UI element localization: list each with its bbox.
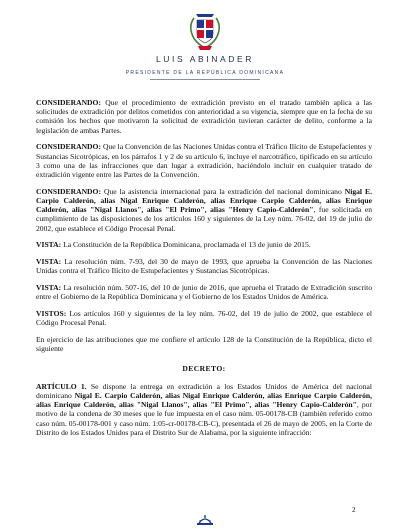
paragraph-text: La resolución núm. 7-93, del 30 de mayo de 1993, que aprueba la Convención de las Naciones Unidas contra el Tráfico Ilícito de Estupefacientes y Sustancias Sicotrópicas. — [36, 257, 372, 276]
decree-heading: DECRETO: — [182, 363, 226, 373]
paragraph-label: ARTÍCULO 1. — [36, 381, 87, 391]
paragraph-label: VISTA: — [36, 283, 62, 293]
paragraph-label: VISTA: — [36, 257, 62, 267]
paragraph-vista-1 — [36, 240, 372, 249]
paragraph-article-1 — [36, 382, 372, 437]
paragraph-vista-3 — [36, 283, 372, 301]
defendant-name: Nigal E. Carpio Calderón, alias Nigal Enrique Calderón, alias Enrique Carpio Calderón, alias Enrique Calderón, alias "Nigal Llanos", alias "El Primo", alias "Henry Capio-Calderón" — [36, 186, 372, 215]
paragraph-text: , por motivo de la condena de 30 meses que le fue impuesta en el caso núm. 05-00178-CB (también referido como caso núm. 05-00178-001 y caso núm. 1:05-cr-00178-CB-C), presentada el 26 de mayo de 2005, en la Corte de Distrito de los Estados Unidos para el Distrito Sur de Alabama, por la siguiente infracción: — [36, 400, 372, 437]
paragraph-vistos — [36, 309, 372, 327]
paragraph-text: Que el procedimiento de extradición previsto en el tratado también aplica a las solicitudes de extradición por delitos cometidos con anterioridad a su vigencia, siempre que en la fecha de su comisión los hechos que motivaron la solicitud de extradición tuvieran carácter de delito, conforme a la legislación de ambas Partes. — [36, 98, 372, 135]
paragraph-label: CONSIDERANDO: — [36, 142, 101, 152]
paragraph-text: La resolución núm. 507-16, del 10 de junio de 2016, que aprueba el Tratado de Extradición suscrito entre el Gobierno de la República Dominicana y el Gobierno de los Estados Unidos de América. — [36, 283, 372, 302]
paragraph-text: Se dispone la entrega en extradición a los Estados Unidos de América del nacional dominicano — [36, 381, 372, 401]
defendant-name: Nigal E. Carpio Calderón, alias Nigal Enrique Calderón, alias Enrique Carpio Calderón, alias Enrique Calderón, alias "Nigal Llanos", alias "El Primo", alias "Henry Capio-Calderón" — [36, 391, 372, 410]
paragraph-text: La Constitución de la República Dominicana, proclamada el 13 de junio de 2015. — [61, 240, 311, 250]
president-name: LUIS ABINADER — [155, 54, 255, 64]
paragraph-considerando-1 — [36, 98, 372, 135]
paragraph-text: Que la Convención de las Naciones Unidas contra el Tráfico Ilícito de Estupefacientes y Sustancias Sicotrópicas, en los párrafos 1 y 2 de su artículo 6, incluye el narcotráfico, tipificado en su artículo 3 como una de las infracciones que dan lugar a extradición, haciéndolo incluir en cualquier tratado de extradición vigente entre las Partes de la Convención. — [36, 142, 372, 180]
page-number: 2 — [352, 506, 356, 514]
paragraph-text: Los artículos 160 y siguientes de la ley núm. 76-02, del 19 de julio de 2002, que establece el Código Procesal Penal. — [36, 309, 372, 328]
paragraph-vista-2 — [36, 257, 372, 275]
document-body — [36, 98, 372, 445]
president-title: PRESIDENTE DE LA REPÚBLICA DOMINICANA — [125, 70, 285, 76]
coat-of-arms-icon — [186, 6, 224, 52]
paragraph-label: VISTA: — [36, 240, 62, 250]
paragraph-text: En ejercicio de las atribuciones que me confiere el artículo 128 de la Constitución de la República, dicto el siguiente — [36, 335, 372, 354]
paragraph-label: VISTOS: — [36, 309, 67, 319]
paragraph-considerando-3 — [36, 187, 372, 233]
paragraph-text: Que la asistencia internacional para la extradición del nacional dominicano — [100, 186, 345, 196]
palace-emblem-icon — [185, 514, 225, 526]
paragraph-attributions — [36, 335, 372, 353]
paragraph-text: , fue solicitada en cumplimiento de las disposiciones de los artículos 160 y siguientes de la Ley núm. 76-02, del 19 de julio de 2002, que establece el Código Procesal Penal. — [36, 205, 373, 233]
paragraph-label: CONSIDERANDO: — [36, 98, 101, 107]
paragraph-label: CONSIDERANDO: — [36, 186, 101, 196]
header-divider — [150, 79, 260, 80]
paragraph-considerando-2 — [36, 142, 372, 179]
